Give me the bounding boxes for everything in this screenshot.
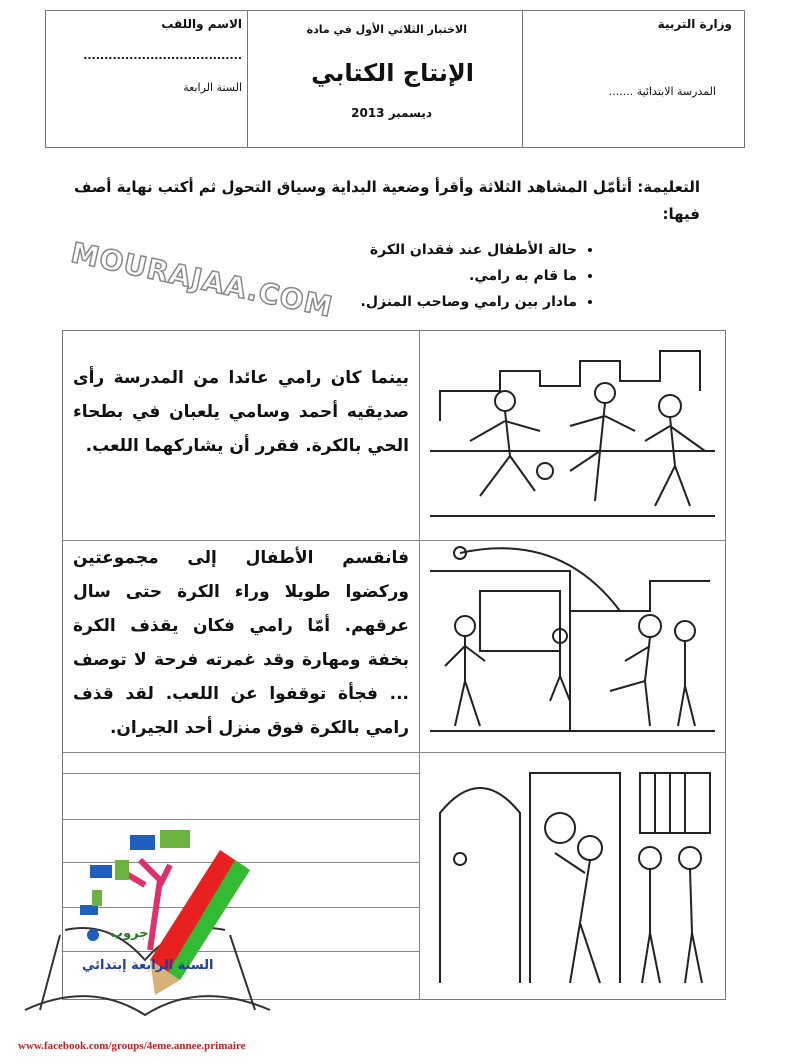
start-situation-text: بينما كان رامي عائدا من المدرسة رأى صديقيه أحمد وسامي يلعبان في بطحاء الحي بالكرة. فقرر أن يشاركهما اللعب.	[73, 368, 409, 456]
watermark: MOURAJAA.COM	[68, 236, 336, 324]
subject-title: الإنتاج الكتابي	[311, 59, 474, 87]
writing-line[interactable]	[63, 819, 419, 820]
row-start	[63, 331, 725, 541]
facebook-group-url[interactable]: www.facebook.com/groups/4eme.annee.primaire	[18, 1040, 246, 1052]
header-student-cell	[46, 11, 247, 147]
header-box	[45, 10, 745, 148]
school-name: المدرسة الابتدائية .......	[608, 85, 716, 98]
name-field[interactable]: ......................................	[83, 49, 242, 62]
instruction-text: التعليمة: أتأمّل المشاهد الثلاثة وأقرأ وضعية البداية وسياق التحول ثم أكتب نهاية أصف فيها:	[73, 178, 700, 223]
instruction-bullets	[361, 242, 595, 320]
development-text: فانقسم الأطفال إلى مجموعتين وركضوا طويلا وراء الكرة حتى سال عرقهم. أمّا رامي فكان يقذف الكرة بخفة ومهارة وقد غمرته فرحة لا توصف ... فجأة توقفوا عن اللعب. لقد قذف رامي بالكرة فوق منزل أحد الجيران.	[73, 548, 409, 738]
logo-group-text: جروب	[110, 926, 149, 941]
row-development	[63, 541, 725, 753]
exam-title: الاختبار الثلاثي الأول في مادة	[306, 23, 467, 36]
group-logo	[20, 830, 290, 1040]
scene-1-illustration	[419, 331, 725, 540]
bullet-item: • ما قام به رامي.	[361, 268, 577, 294]
header-title-cell	[247, 11, 522, 147]
logo-grade-text: السنة الرابعة إبتدائي	[82, 958, 214, 973]
exam-date: ديسمبر 2013	[351, 106, 432, 120]
writing-line[interactable]	[63, 773, 419, 774]
logo-graphic-icon	[20, 830, 290, 1030]
grade-label: السنة الرابعة	[183, 81, 242, 94]
ministry: وزارة التربية	[657, 17, 732, 31]
scene-2-illustration	[419, 541, 725, 752]
scene-3-illustration	[419, 753, 725, 999]
bullet-item: • مادار بين رامي وصاحب المنزل.	[361, 294, 577, 320]
bullet-item: • حالة الأطفال عند فقدان الكرة	[361, 242, 577, 268]
name-label: الاسم واللقب	[161, 17, 242, 31]
header-ministry-cell	[522, 11, 744, 147]
